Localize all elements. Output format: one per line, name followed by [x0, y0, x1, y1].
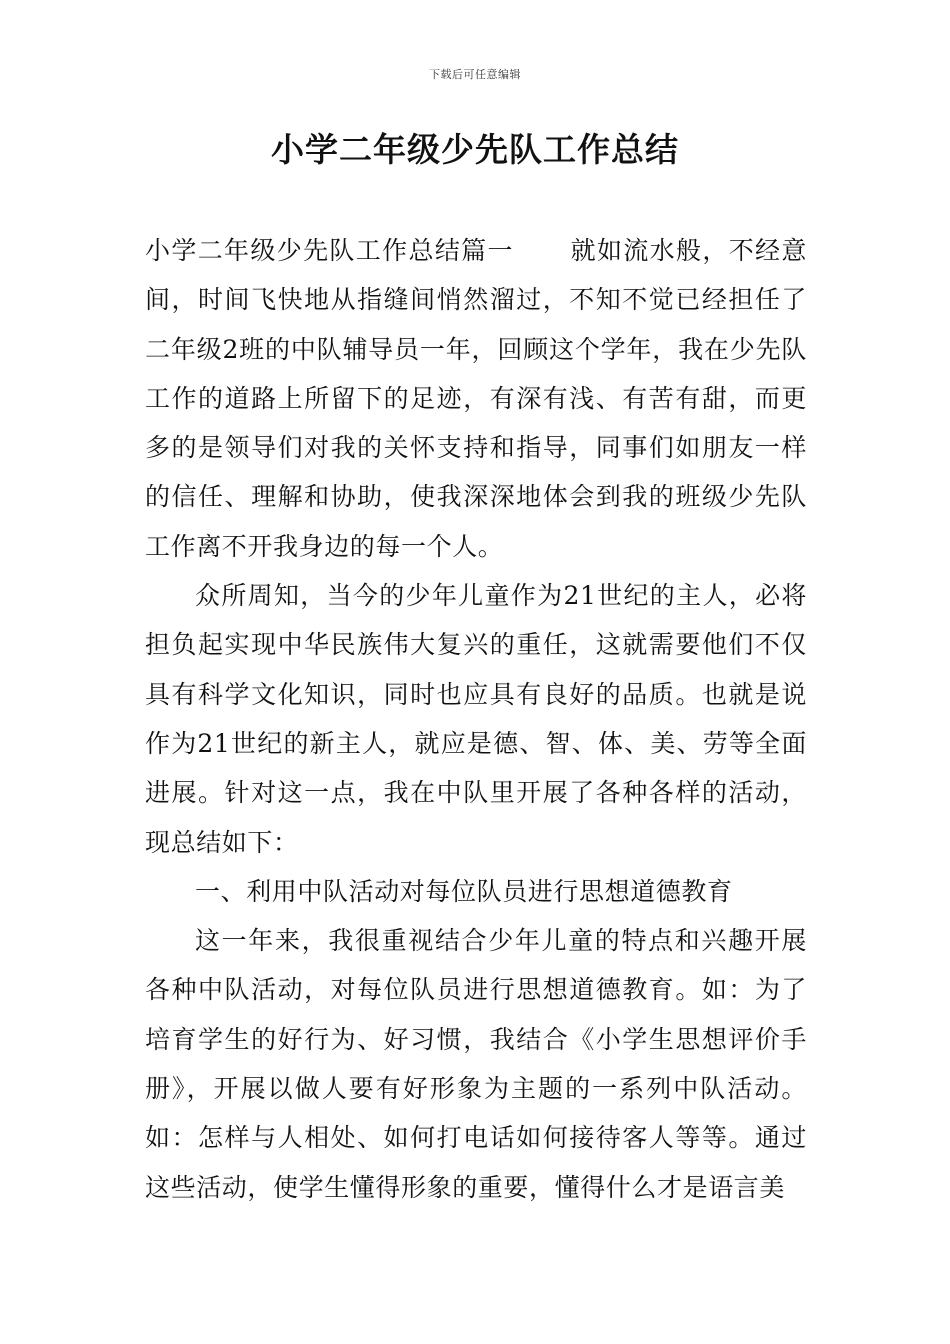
document-title: 小学二年级少先队工作总结 [271, 130, 679, 169]
paragraph-lead: 小学二年级少先队工作总结篇一 [145, 236, 514, 265]
paragraph: 众所周知，当今的少年儿童作为21世纪的主人，必将担负起实现中华民族伟大复兴的重任，这就需要他们不仅具有科学文化知识，同时也应具有良好的品质。也就是说作为21世纪的新主人，就应是德、智、体、美、劳等全面进展。针对这一点，我在中队里开展了各种各样的活动，现总结如下： [145, 581, 807, 857]
paragraph: 这一年来，我很重视结合少年儿童的特点和兴趣开展各种中队活动，对每位队员进行思想道德教育。如：为了培育学生的好行为、好习惯，我结合《小学生思想评价手册》，开展以做人要有好形象为主题的一系列中队活动。如：怎样与人相处、如何打电话如何接待客人等等。通过这些活动，使学生懂得形象的重要，懂得什么才是语言美 [145, 926, 807, 1202]
paragraph-intro [145, 226, 807, 571]
section-heading: 一、利用中队活动对每位队员进行思想道德教育 [195, 876, 733, 906]
document-body [145, 226, 807, 1212]
paragraph-text: 就如流水般，不经意间，时间飞快地从指缝间悄然溜过，不知不觉已经担任了二年级2班的中队辅导员一年，回顾这个学年，我在少先队工作的道路上所留下的足迹，有深有浅、有苦有甜，而更多的是领导们对我的关怀支持和指导，同事们如朋友一样的信任、理解和协助，使我深深地体会到我的班级少先队工作离不开我身边的每一个人。 [145, 236, 808, 561]
header-note: 下载后可任意编辑 [429, 68, 521, 81]
